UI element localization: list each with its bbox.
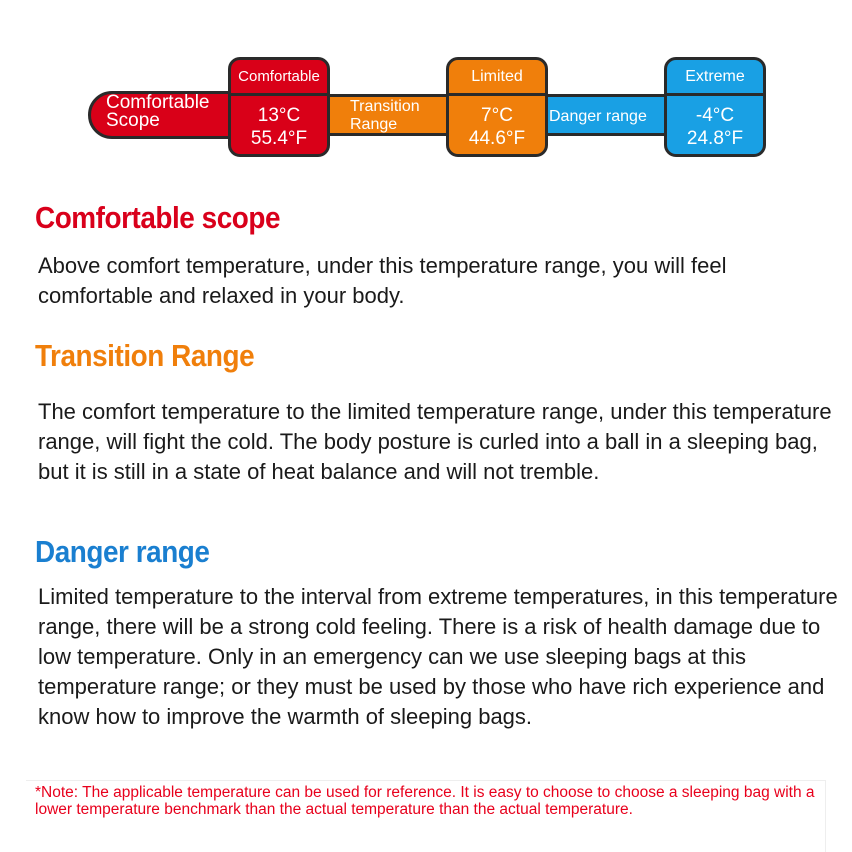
danger-range-heading: Danger range — [35, 534, 210, 569]
limited-temp-box — [446, 57, 548, 157]
danger-range-text: Limited temperature to the interval from extreme temperatures, in this temperature range, there will be a strong cold feeling. There is a risk of health damage due to low temperature. Only in an emergency can we use sleeping bags at this temperature range; or they must be used by those who have rich experience and know how to improve the warmth of sleeping bags. — [38, 584, 838, 729]
transition-line2: Range — [350, 116, 398, 133]
transition-range-label — [350, 98, 420, 134]
extreme-fahrenheit: 24.8°F — [686, 128, 744, 149]
transition-range-text: The comfort temperature to the limited temperature range, under this temperature range, will fight the cold. The body posture is curled into a ball in a sleeping bag, but it is still in a state of heat balance and will not tremble. — [38, 399, 832, 484]
reference-note: *Note: The applicable temperature can be used for reference. It is easy to choose to choose a sleeping bag with a lower temperature benchmark than the actual temperature than the actual temperature. — [35, 784, 815, 818]
comfortable-scope-heading: Comfortable scope — [35, 200, 281, 235]
comfortable-scope-line1: Comfortable — [106, 92, 210, 113]
temperature-scale — [0, 0, 852, 170]
limited-celsius: 7°C — [481, 105, 513, 126]
comfortable-temp-box — [228, 57, 330, 157]
comfortable-scope-text: Above comfort temperature, under this temperature range, you will feel comfortable and relaxed in your body. — [38, 253, 727, 308]
extreme-celsius: -4°C — [695, 105, 735, 126]
comfortable-celsius: 13°C — [257, 105, 301, 126]
transition-range-heading: Transition Range — [35, 338, 255, 373]
danger-range-label: Danger range — [549, 108, 647, 125]
limited-temp-label: Limited — [449, 60, 545, 96]
comfortable-scope-label — [106, 94, 230, 130]
extreme-temp-label: Extreme — [667, 60, 763, 96]
comfortable-fahrenheit: 55.4°F — [250, 128, 308, 149]
comfortable-scope-line2: Scope — [106, 110, 160, 131]
transition-line1: Transition — [350, 98, 420, 115]
comfortable-temp-label: Comfortable — [231, 60, 327, 96]
limited-fahrenheit: 44.6°F — [468, 128, 526, 149]
extreme-temp-box — [664, 57, 766, 157]
